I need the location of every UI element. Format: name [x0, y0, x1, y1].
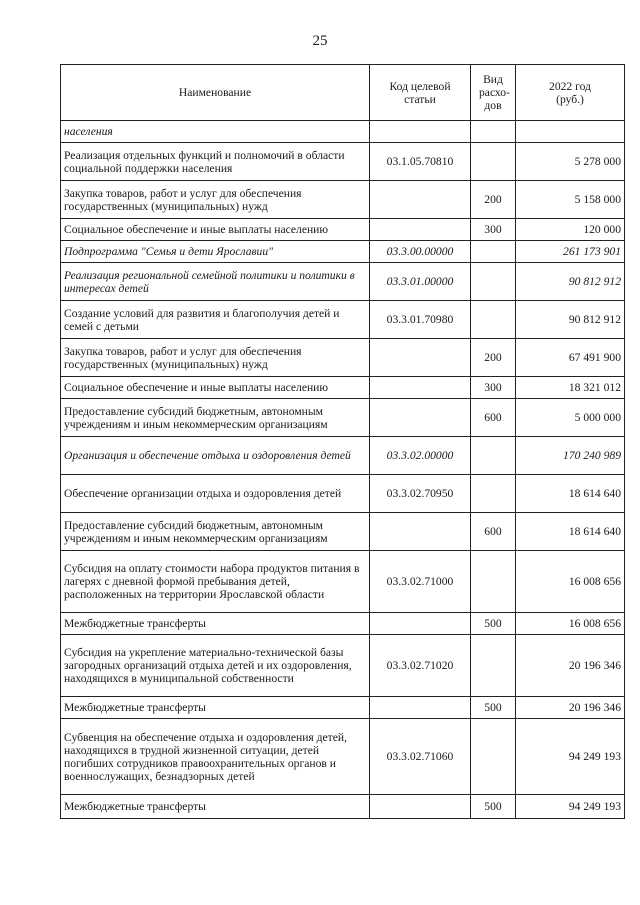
- row-name: Закупка товаров, работ и услуг для обеспечения государственных (муниципальных) нужд: [61, 339, 370, 377]
- row-code: 03.3.02.71020: [370, 635, 471, 697]
- row-vid: [471, 241, 516, 263]
- row-name: Субвенция на обеспечение отдыха и оздоровления детей, находящихся в трудной жизненной ситуации, детей погибших сотрудников правоохранительных органов и военнослужащих, безнадзорных детей: [61, 719, 370, 795]
- table-header-row: [61, 65, 625, 121]
- table-row: [61, 697, 625, 719]
- row-sum: 18 321 012: [516, 377, 625, 399]
- row-sum: 5 000 000: [516, 399, 625, 437]
- row-name: Субсидия на оплату стоимости набора продуктов питания в лагерях с дневной формой пребывания детей, расположенных на территории Ярославской области: [61, 551, 370, 613]
- row-sum: 20 196 346: [516, 697, 625, 719]
- row-name: Реализация отдельных функций и полномочий в области социальной поддержки населения: [61, 143, 370, 181]
- row-name: Закупка товаров, работ и услуг для обеспечения государственных (муниципальных) нужд: [61, 181, 370, 219]
- row-name: населения: [61, 121, 370, 143]
- row-code: [370, 513, 471, 551]
- table-row: [61, 339, 625, 377]
- table-row: [61, 181, 625, 219]
- row-sum: 16 008 656: [516, 551, 625, 613]
- row-name: Предоставление субсидий бюджетным, автономным учреждениям и иным некоммерческим организациям: [61, 513, 370, 551]
- row-code: [370, 795, 471, 819]
- row-name: Субсидия на укрепление материально-технической базы загородных организаций отдыха детей и их оздоровления, находящихся в муниципальной собственности: [61, 635, 370, 697]
- table-row: [61, 121, 625, 143]
- budget-table: [60, 64, 625, 819]
- row-name: Организация и обеспечение отдыха и оздоровления детей: [61, 437, 370, 475]
- row-vid: 600: [471, 399, 516, 437]
- row-code: 03.3.00.00000: [370, 241, 471, 263]
- row-sum: 90 812 912: [516, 301, 625, 339]
- row-vid: 200: [471, 339, 516, 377]
- row-sum: 90 812 912: [516, 263, 625, 301]
- row-code: [370, 121, 471, 143]
- row-name: Социальное обеспечение и иные выплаты населению: [61, 219, 370, 241]
- row-vid: [471, 635, 516, 697]
- row-vid: [471, 719, 516, 795]
- table-row: [61, 219, 625, 241]
- table-row: [61, 241, 625, 263]
- row-sum: 5 278 000: [516, 143, 625, 181]
- row-code: 03.3.02.00000: [370, 437, 471, 475]
- row-sum: 120 000: [516, 219, 625, 241]
- row-sum: 261 173 901: [516, 241, 625, 263]
- row-code: [370, 219, 471, 241]
- table-row: [61, 263, 625, 301]
- row-vid: [471, 437, 516, 475]
- row-sum: 20 196 346: [516, 635, 625, 697]
- row-name: Межбюджетные трансферты: [61, 697, 370, 719]
- row-name: Обеспечение организации отдыха и оздоровления детей: [61, 475, 370, 513]
- row-code: 03.3.02.70950: [370, 475, 471, 513]
- row-sum: 170 240 989: [516, 437, 625, 475]
- table-row: [61, 143, 625, 181]
- row-vid: [471, 121, 516, 143]
- row-code: [370, 181, 471, 219]
- row-vid: [471, 475, 516, 513]
- table-row: [61, 795, 625, 819]
- row-sum: [516, 121, 625, 143]
- row-name: Подпрограмма "Семья и дети Ярославии": [61, 241, 370, 263]
- table-row: [61, 719, 625, 795]
- table-row: [61, 301, 625, 339]
- table-row: [61, 635, 625, 697]
- header-sum: 2022 год (руб.): [516, 65, 625, 121]
- table-row: [61, 377, 625, 399]
- table-row: [61, 399, 625, 437]
- row-vid: 500: [471, 795, 516, 819]
- row-code: 03.1.05.70810: [370, 143, 471, 181]
- row-code: 03.3.01.70980: [370, 301, 471, 339]
- page-number: 25: [312, 33, 328, 49]
- row-code: 03.3.01.00000: [370, 263, 471, 301]
- row-code: [370, 613, 471, 635]
- row-sum: 5 158 000: [516, 181, 625, 219]
- row-code: 03.3.02.71060: [370, 719, 471, 795]
- row-code: [370, 339, 471, 377]
- row-sum: 18 614 640: [516, 475, 625, 513]
- row-name: Реализация региональной семейной политики и политики в интересах детей: [61, 263, 370, 301]
- row-vid: 300: [471, 219, 516, 241]
- row-sum: 94 249 193: [516, 719, 625, 795]
- header-vid: Вид расхо-дов: [471, 65, 516, 121]
- table-row: [61, 437, 625, 475]
- row-sum: 67 491 900: [516, 339, 625, 377]
- row-name: Предоставление субсидий бюджетным, автономным учреждениям и иным некоммерческим организациям: [61, 399, 370, 437]
- row-name: Межбюджетные трансферты: [61, 795, 370, 819]
- row-vid: 600: [471, 513, 516, 551]
- header-name: Наименование: [61, 65, 370, 121]
- table-row: [61, 613, 625, 635]
- row-name: Межбюджетные трансферты: [61, 613, 370, 635]
- table-row: [61, 513, 625, 551]
- row-vid: 500: [471, 697, 516, 719]
- row-code: [370, 377, 471, 399]
- table-row: [61, 475, 625, 513]
- table-row: [61, 551, 625, 613]
- row-vid: 500: [471, 613, 516, 635]
- row-vid: [471, 263, 516, 301]
- row-vid: [471, 551, 516, 613]
- row-code: 03.3.02.71000: [370, 551, 471, 613]
- row-vid: 200: [471, 181, 516, 219]
- header-code: Код целевой статьи: [370, 65, 471, 121]
- row-sum: 16 008 656: [516, 613, 625, 635]
- row-name: Социальное обеспечение и иные выплаты населению: [61, 377, 370, 399]
- row-sum: 94 249 193: [516, 795, 625, 819]
- row-code: [370, 697, 471, 719]
- row-vid: [471, 143, 516, 181]
- row-vid: 300: [471, 377, 516, 399]
- row-vid: [471, 301, 516, 339]
- row-sum: 18 614 640: [516, 513, 625, 551]
- row-code: [370, 399, 471, 437]
- row-name: Создание условий для развития и благополучия детей и семей с детьми: [61, 301, 370, 339]
